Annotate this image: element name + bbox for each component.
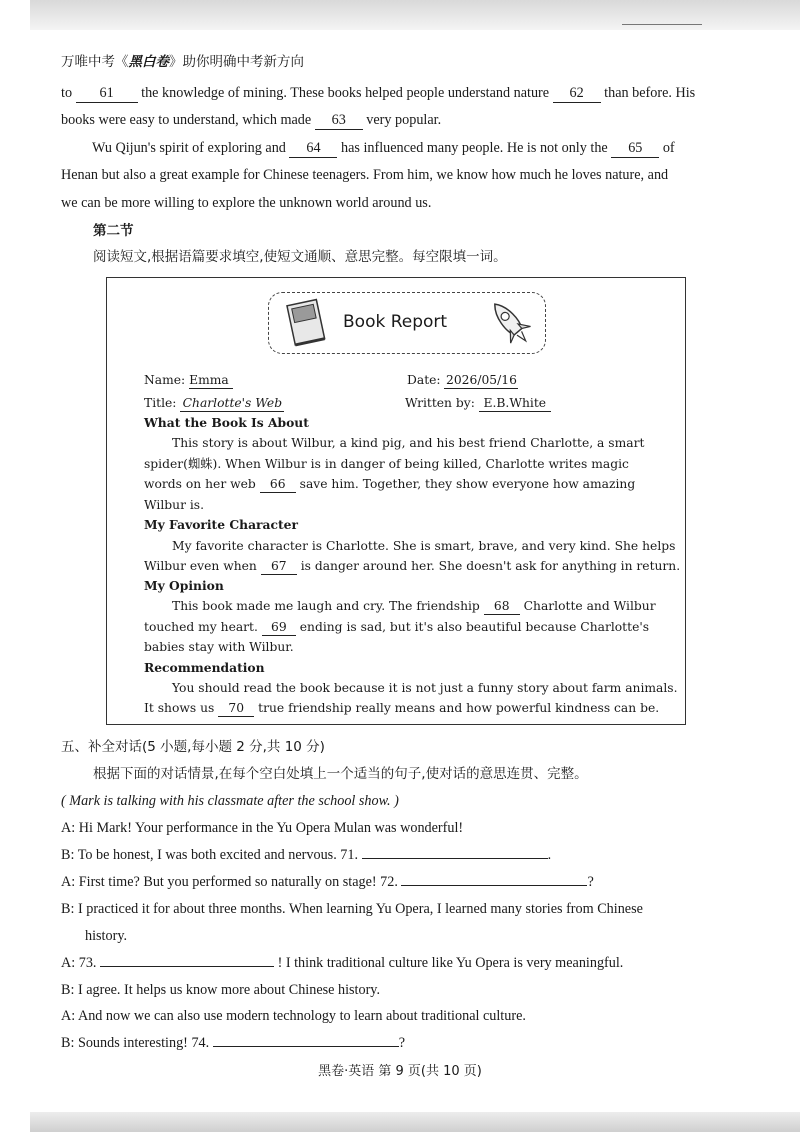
passage-line: Henan but also a great example for Chinese teenagers. From him, we know how much he loves nature, and	[61, 167, 669, 183]
dialogue-line: B: I agree. It helps us know more about Chinese history.	[61, 982, 381, 998]
report-line: My favorite character is Charlotte. She is smart, brave, and very kind. She helps	[172, 539, 676, 553]
blank-67: 67	[261, 558, 297, 575]
report-line: This book made me laugh and cry. The friendship 68 Charlotte and Wilbur	[172, 599, 656, 613]
header-brand: 黑白卷	[128, 54, 169, 70]
dialogue-scene: ( Mark is talking with his classmate after the school show. )	[61, 793, 399, 809]
report-line: You should read the book because it is not just a funny story about farm animals.	[172, 681, 678, 695]
report-line: This story is about Wilbur, a kind pig, and his best friend Charlotte, a smart	[172, 436, 645, 450]
blank-64: 64	[289, 139, 337, 158]
dialogue-line: A: Hi Mark! Your performance in the Yu Opera Mulan was wonderful!	[61, 820, 464, 836]
page-footer: 黑卷·英语 第 9 页(共 10 页)	[318, 1064, 482, 1079]
passage-line: we can be more willing to explore the unknown world around us.	[61, 195, 432, 211]
dialogue-line: B: I practiced it for about three months. When learning Yu Opera, I learned many stories from Chinese	[61, 901, 643, 917]
dialogue-line: B: Sounds interesting! 74. ?	[61, 1035, 406, 1051]
blank-72[interactable]	[401, 885, 587, 886]
report-line: spider(蜘蛛). When Wilbur is in danger of being killed, Charlotte writes magic	[144, 457, 629, 471]
book-report-title: Book Report	[343, 312, 448, 332]
blank-66: 66	[260, 476, 296, 493]
scan-line	[622, 24, 702, 25]
dialogue-line: A: 73. ! I think traditional culture like Yu Opera is very meaningful.	[61, 955, 624, 971]
report-line: It shows us 70 true friendship really means and how powerful kindness can be.	[144, 701, 660, 715]
report-line: Wilbur even when 67 is danger around her. She doesn't ask for anything in return.	[144, 559, 681, 573]
header-suffix: 》助你明确中考新方向	[169, 54, 304, 70]
passage-line: to 61 the knowledge of mining. These books helped people understand nature 62 than before. His	[61, 85, 696, 101]
header-prefix: 万唯中考《	[61, 54, 129, 70]
report-heading: My Opinion	[144, 578, 224, 593]
blank-62: 62	[553, 84, 601, 103]
report-heading: My Favorite Character	[144, 517, 298, 532]
dialogue-line: A: And now we can also use modern technology to learn about traditional culture.	[61, 1008, 526, 1024]
report-line: touched my heart. 69 ending is sad, but it's also beautiful because Charlotte's	[144, 620, 650, 634]
report-line: words on her web 66 save him. Together, they show everyone how amazing	[144, 477, 636, 491]
section-instruction: 阅读短文,根据语篇要求填空,使短文通顺、意思完整。每空限填一词。	[93, 249, 507, 265]
section-title: 五、补全对话(5 小题,每小题 2 分,共 10 分)	[61, 739, 325, 755]
passage-line: books were easy to understand, which made 63 very popular.	[61, 112, 442, 128]
report-date: Date: 2026/05/16	[407, 373, 517, 387]
book-icon	[281, 296, 333, 350]
blank-74[interactable]	[213, 1046, 399, 1047]
blank-69: 69	[262, 619, 296, 636]
page-header	[61, 50, 304, 70]
blank-65: 65	[611, 139, 659, 158]
dialogue-line: history.	[85, 928, 128, 944]
blank-73[interactable]	[100, 966, 274, 967]
report-heading: What the Book Is About	[144, 415, 309, 430]
blank-70: 70	[218, 700, 254, 717]
blank-71[interactable]	[362, 858, 548, 859]
blank-61: 61	[76, 84, 138, 103]
rocket-icon	[478, 295, 540, 347]
dialogue-line: A: First time? But you performed so naturally on stage! 72. ?	[61, 874, 594, 890]
dialogue-line: B: To be honest, I was both excited and nervous. 71. .	[61, 847, 552, 863]
blank-63: 63	[315, 111, 363, 130]
scan-shadow-bottom	[30, 1112, 800, 1132]
scan-shadow-top	[30, 0, 800, 30]
section-title: 第二节	[93, 223, 134, 239]
blank-68: 68	[484, 598, 520, 615]
passage-line: Wu Qijun's spirit of exploring and 64 has influenced many people. He is not only the 65 of	[92, 140, 675, 156]
report-line: Wilbur is.	[144, 498, 205, 512]
report-title: Title: Charlotte's Web	[144, 393, 284, 414]
section-instruction: 根据下面的对话情景,在每个空白处填上一个适当的句子,使对话的意思连贯、完整。	[93, 766, 588, 782]
report-heading: Recommendation	[144, 660, 265, 675]
report-author: Written by: E.B.White	[405, 393, 551, 414]
report-line: babies stay with Wilbur.	[144, 640, 294, 654]
report-name: Name: Emma	[144, 370, 233, 391]
